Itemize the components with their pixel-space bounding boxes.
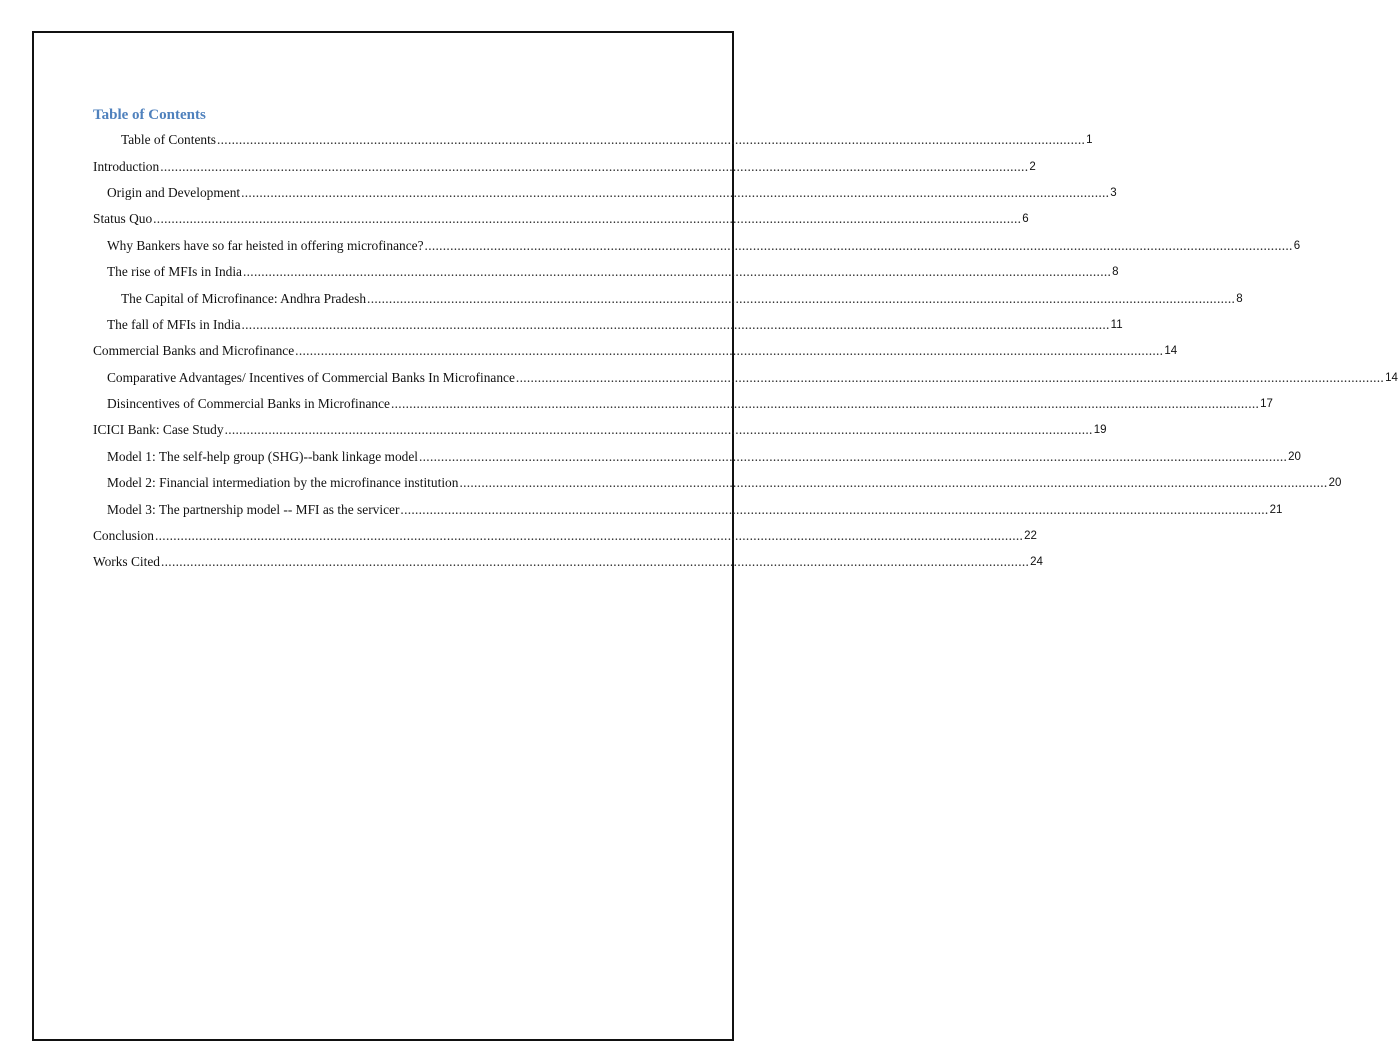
toc-entry-title: Model 3: The partnership model -- MFI as the servicer (107, 501, 400, 517)
toc-page-number: 6 (1022, 213, 1029, 226)
toc-page-number: 2 (1029, 160, 1036, 173)
toc-entry-title: Conclusion (93, 528, 155, 544)
toc-page-number: 20 (1328, 477, 1342, 490)
toc-page-number: 14 (1385, 371, 1398, 384)
toc-dot-leader: .............................................................................................................................................................................................................................................. (161, 554, 1030, 570)
toc-entry-title: Disincentives of Commercial Banks in Microfinance (107, 396, 390, 412)
toc-entry[interactable] (93, 444, 1301, 470)
toc-dot-leader: .............................................................................................................................................................................................................................................. (515, 369, 1385, 385)
toc-list (93, 127, 1398, 576)
toc-dot-leader: .............................................................................................................................................................................................................................................. (391, 396, 1260, 412)
toc-entry-title: Works Cited (93, 554, 160, 570)
toc-entry-title: Status Quo (93, 211, 153, 227)
toc-dot-leader: .............................................................................................................................................................................................................................................. (153, 211, 1022, 227)
toc-entry[interactable] (93, 338, 1178, 364)
toc-page-number: 1 (1086, 134, 1093, 147)
toc-dot-leader: .............................................................................................................................................................................................................................................. (243, 264, 1112, 280)
toc-dot-leader: .............................................................................................................................................................................................................................................. (160, 158, 1029, 174)
toc-heading: Table of Contents (93, 107, 206, 123)
toc-entry[interactable] (93, 549, 1043, 575)
toc-dot-leader: .............................................................................................................................................................................................................................................. (217, 132, 1086, 148)
toc-dot-leader: .............................................................................................................................................................................................................................................. (241, 184, 1110, 200)
toc-entry-title: Origin and Development (107, 184, 241, 200)
toc-dot-leader: .............................................................................................................................................................................................................................................. (459, 475, 1328, 491)
toc-entry[interactable] (93, 312, 1123, 338)
toc-page-number: 20 (1288, 450, 1301, 463)
toc-entry[interactable] (93, 391, 1273, 417)
toc-entry[interactable] (93, 523, 1037, 549)
toc-page-number: 14 (1164, 345, 1178, 358)
toc-page-number: 19 (1093, 424, 1107, 437)
toc-entry[interactable] (93, 180, 1117, 206)
toc-dot-leader: .............................................................................................................................................................................................................................................. (424, 237, 1293, 253)
toc-dot-leader: .............................................................................................................................................................................................................................................. (155, 528, 1024, 544)
toc-dot-leader: .............................................................................................................................................................................................................................................. (367, 290, 1236, 306)
toc-entry-title: Why Bankers have so far heisted in offering microfinance? (107, 237, 424, 253)
toc-page-number: 11 (1110, 318, 1123, 331)
toc-entry[interactable] (93, 153, 1036, 179)
toc-dot-leader: .............................................................................................................................................................................................................................................. (224, 422, 1093, 438)
toc-entry-title: Table of Contents (121, 132, 217, 148)
toc-page-number: 6 (1293, 239, 1301, 252)
toc-entry[interactable] (93, 206, 1029, 232)
toc-page-number: 22 (1024, 530, 1037, 543)
toc-entry[interactable] (93, 365, 1398, 391)
toc-entry-title: ICICI Bank: Case Study (93, 422, 224, 438)
toc-entry-title: The fall of MFIs in India (107, 316, 241, 332)
toc-entry[interactable] (93, 285, 1243, 311)
toc-dot-leader: .............................................................................................................................................................................................................................................. (295, 343, 1164, 359)
toc-entry[interactable] (93, 496, 1283, 522)
toc-dot-leader: .............................................................................................................................................................................................................................................. (400, 501, 1269, 517)
toc-entry-title: The Capital of Microfinance: Andhra Pradesh (121, 290, 367, 306)
toc-entry-title: Model 2: Financial intermediation by the microfinance institution (107, 475, 459, 491)
toc-page-number: 17 (1260, 398, 1273, 411)
toc-entry[interactable] (93, 127, 1093, 153)
toc-page-number: 3 (1110, 186, 1117, 199)
toc-page-number: 8 (1112, 266, 1119, 279)
toc-dot-leader: .............................................................................................................................................................................................................................................. (241, 316, 1110, 332)
toc-entry[interactable] (93, 233, 1301, 259)
toc-entry-title: Commercial Banks and Microfinance (93, 343, 295, 359)
toc-page-number: 8 (1236, 292, 1243, 305)
toc-page-number: 24 (1030, 556, 1043, 569)
toc-dot-leader: .............................................................................................................................................................................................................................................. (419, 448, 1288, 464)
toc-entry-title: The rise of MFIs in India (107, 264, 242, 280)
toc-entry[interactable] (93, 259, 1119, 285)
toc-page-number: 21 (1269, 503, 1283, 516)
toc-entry-title: Introduction (93, 158, 160, 174)
toc-entry-title: Comparative Advantages/ Incentives of Commercial Banks In Microfinance (107, 369, 515, 385)
toc-entry[interactable] (93, 417, 1107, 443)
toc-entry-title: Model 1: The self-help group (SHG)--bank linkage model (107, 448, 419, 464)
toc-entry[interactable] (93, 470, 1342, 496)
